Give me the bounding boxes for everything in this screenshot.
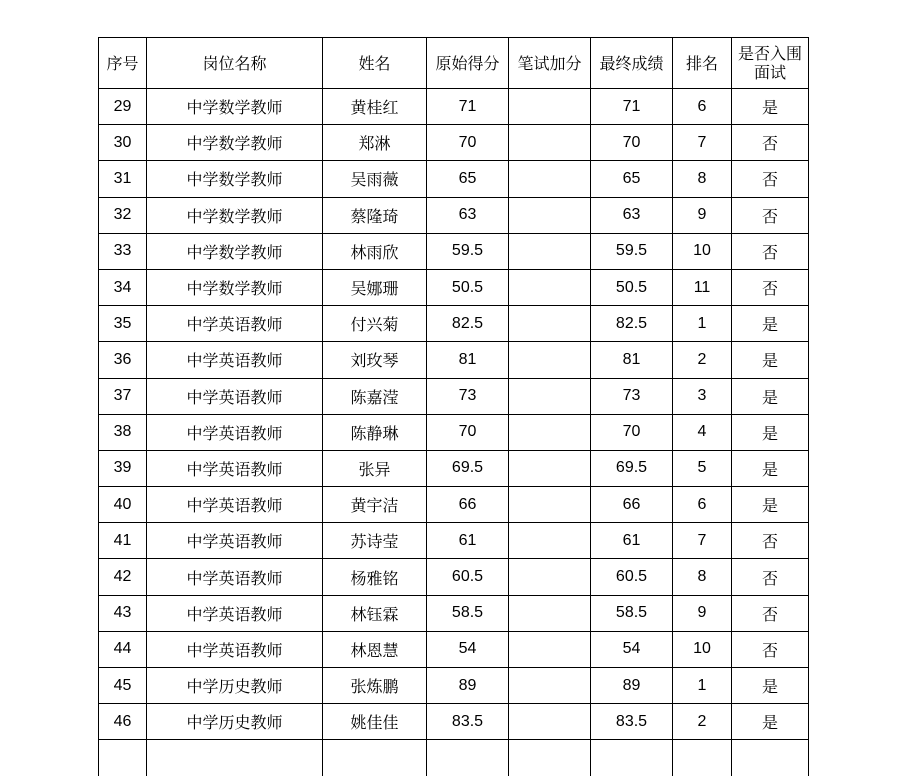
- cell-bonus: [509, 342, 591, 378]
- cell-raw-score: 60.5: [427, 559, 509, 595]
- cell-bonus: [509, 668, 591, 704]
- cell-name: 吴雨薇: [323, 161, 427, 197]
- cell-position: 中学数学教师: [147, 269, 323, 305]
- cell-name: 蔡隆琦: [323, 197, 427, 233]
- cell-shortlisted: 是: [732, 342, 809, 378]
- score-sheet: [98, 37, 809, 776]
- cell-final-score: 61: [591, 523, 673, 559]
- cell-bonus: [509, 89, 591, 125]
- table-row: [99, 704, 809, 740]
- column-header-number: 序号: [99, 38, 147, 89]
- cell-rank: 6: [673, 487, 732, 523]
- cell-name: 杨雅铭: [323, 559, 427, 595]
- cell-final-score: 58.5: [591, 595, 673, 631]
- cell-raw-score: 58.5: [427, 595, 509, 631]
- cell-rank: 7: [673, 125, 732, 161]
- cell-shortlisted: 是: [732, 378, 809, 414]
- cell-position: 中学英语教师: [147, 414, 323, 450]
- cell-bonus: [509, 233, 591, 269]
- cell-raw-score: 61: [427, 523, 509, 559]
- cell-name: 林恩慧: [323, 631, 427, 667]
- cell-name: 黄桂红: [323, 89, 427, 125]
- cell-name: 陈嘉滢: [323, 378, 427, 414]
- cell-shortlisted: 否: [732, 523, 809, 559]
- column-header-shortlisted: 是否入围面试: [732, 38, 809, 89]
- cell-number: 33: [99, 233, 147, 269]
- cell-rank: 2: [673, 342, 732, 378]
- table-body: [99, 89, 809, 776]
- cell-number: 30: [99, 125, 147, 161]
- cell-shortlisted: 否: [732, 269, 809, 305]
- cell-name: 黄宇洁: [323, 487, 427, 523]
- cell-name: 林钰霖: [323, 595, 427, 631]
- cell-raw-score: 89: [427, 668, 509, 704]
- cell-raw-score: 69.5: [427, 450, 509, 486]
- table-row: [99, 668, 809, 704]
- cell-name-partial: [323, 740, 427, 776]
- cell-raw-score: 70: [427, 125, 509, 161]
- cell-number: 35: [99, 306, 147, 342]
- cell-final-score: 69.5: [591, 450, 673, 486]
- table-row: [99, 125, 809, 161]
- cell-name: 苏诗莹: [323, 523, 427, 559]
- column-header-final-score: 最终成绩: [591, 38, 673, 89]
- cell-shortlisted-partial: [732, 740, 809, 776]
- cell-position-partial: [147, 740, 323, 776]
- table-row: [99, 161, 809, 197]
- cell-bonus: [509, 378, 591, 414]
- cell-number: 45: [99, 668, 147, 704]
- cell-number: 29: [99, 89, 147, 125]
- cell-bonus: [509, 487, 591, 523]
- cell-final-score: 73: [591, 378, 673, 414]
- table-row: [99, 306, 809, 342]
- cell-shortlisted: 是: [732, 668, 809, 704]
- cell-bonus: [509, 523, 591, 559]
- cell-name: 郑淋: [323, 125, 427, 161]
- cell-rank: 9: [673, 595, 732, 631]
- cell-bonus: [509, 559, 591, 595]
- cell-rank: 1: [673, 668, 732, 704]
- table-row: [99, 414, 809, 450]
- cell-final-score: 71: [591, 89, 673, 125]
- cell-bonus: [509, 161, 591, 197]
- cell-shortlisted: 否: [732, 631, 809, 667]
- cell-final-score: 54: [591, 631, 673, 667]
- cell-shortlisted: 是: [732, 306, 809, 342]
- cell-rank: 10: [673, 233, 732, 269]
- cell-shortlisted: 否: [732, 559, 809, 595]
- cell-position: 中学数学教师: [147, 197, 323, 233]
- table-row: [99, 523, 809, 559]
- column-header-name: 姓名: [323, 38, 427, 89]
- exam-results-table: [98, 37, 809, 776]
- cell-rank: 7: [673, 523, 732, 559]
- cell-bonus: [509, 125, 591, 161]
- cell-final-score: 70: [591, 125, 673, 161]
- cell-final-score: 81: [591, 342, 673, 378]
- cell-number: 37: [99, 378, 147, 414]
- cell-position: 中学英语教师: [147, 342, 323, 378]
- cell-final-score: 82.5: [591, 306, 673, 342]
- cell-number: 44: [99, 631, 147, 667]
- cell-raw-score: 50.5: [427, 269, 509, 305]
- table-row-partial: [99, 740, 809, 776]
- cell-name: 付兴菊: [323, 306, 427, 342]
- cell-rank: 10: [673, 631, 732, 667]
- cell-shortlisted: 是: [732, 89, 809, 125]
- cell-final-score: 65: [591, 161, 673, 197]
- cell-raw-score: 82.5: [427, 306, 509, 342]
- cell-shortlisted: 否: [732, 125, 809, 161]
- cell-raw-score: 81: [427, 342, 509, 378]
- cell-position: 中学英语教师: [147, 306, 323, 342]
- cell-position: 中学英语教师: [147, 523, 323, 559]
- column-header-position: 岗位名称: [147, 38, 323, 89]
- cell-bonus: [509, 450, 591, 486]
- cell-bonus: [509, 704, 591, 740]
- cell-rank: 3: [673, 378, 732, 414]
- cell-raw-score: 59.5: [427, 233, 509, 269]
- table-row: [99, 631, 809, 667]
- cell-shortlisted: 否: [732, 595, 809, 631]
- cell-shortlisted: 是: [732, 414, 809, 450]
- column-header-raw-score: 原始得分: [427, 38, 509, 89]
- cell-number: 40: [99, 487, 147, 523]
- cell-name: 林雨欣: [323, 233, 427, 269]
- cell-raw-score: 70: [427, 414, 509, 450]
- cell-shortlisted: 否: [732, 233, 809, 269]
- cell-position: 中学数学教师: [147, 125, 323, 161]
- cell-position: 中学数学教师: [147, 233, 323, 269]
- cell-final-score: 66: [591, 487, 673, 523]
- cell-final-score: 83.5: [591, 704, 673, 740]
- cell-final-score: 70: [591, 414, 673, 450]
- cell-bonus: [509, 595, 591, 631]
- cell-final-score: 63: [591, 197, 673, 233]
- table-row: [99, 378, 809, 414]
- table-row: [99, 595, 809, 631]
- cell-rank: 6: [673, 89, 732, 125]
- cell-number: 39: [99, 450, 147, 486]
- cell-shortlisted: 否: [732, 161, 809, 197]
- cell-number: 31: [99, 161, 147, 197]
- cell-bonus: [509, 631, 591, 667]
- cell-shortlisted: 否: [732, 197, 809, 233]
- table-row: [99, 450, 809, 486]
- cell-final-score: 60.5: [591, 559, 673, 595]
- cell-position: 中学数学教师: [147, 89, 323, 125]
- table-row: [99, 487, 809, 523]
- cell-number: 42: [99, 559, 147, 595]
- cell-position: 中学英语教师: [147, 450, 323, 486]
- cell-rank-partial: [673, 740, 732, 776]
- cell-rank: 4: [673, 414, 732, 450]
- cell-raw-score: 54: [427, 631, 509, 667]
- cell-rank: 9: [673, 197, 732, 233]
- column-header-rank: 排名: [673, 38, 732, 89]
- table-row: [99, 559, 809, 595]
- header-row: [99, 38, 809, 89]
- cell-name: 张异: [323, 450, 427, 486]
- cell-name: 刘玫琴: [323, 342, 427, 378]
- cell-final-score: 50.5: [591, 269, 673, 305]
- cell-position: 中学数学教师: [147, 161, 323, 197]
- cell-shortlisted: 是: [732, 450, 809, 486]
- cell-raw-score: 65: [427, 161, 509, 197]
- cell-bonus: [509, 197, 591, 233]
- cell-raw-score-partial: [427, 740, 509, 776]
- cell-rank: 11: [673, 269, 732, 305]
- cell-rank: 2: [673, 704, 732, 740]
- cell-position: 中学历史教师: [147, 704, 323, 740]
- cell-position: 中学英语教师: [147, 487, 323, 523]
- cell-bonus: [509, 269, 591, 305]
- table-row: [99, 269, 809, 305]
- cell-number: 38: [99, 414, 147, 450]
- cell-bonus: [509, 414, 591, 450]
- cell-final-score-partial: [591, 740, 673, 776]
- cell-position: 中学英语教师: [147, 378, 323, 414]
- cell-number: 34: [99, 269, 147, 305]
- cell-name: 陈静琳: [323, 414, 427, 450]
- cell-final-score: 59.5: [591, 233, 673, 269]
- cell-number-partial: [99, 740, 147, 776]
- cell-name: 姚佳佳: [323, 704, 427, 740]
- cell-bonus-partial: [509, 740, 591, 776]
- cell-number: 36: [99, 342, 147, 378]
- cell-name: 吴娜珊: [323, 269, 427, 305]
- cell-rank: 8: [673, 161, 732, 197]
- cell-raw-score: 63: [427, 197, 509, 233]
- table-row: [99, 342, 809, 378]
- column-header-bonus: 笔试加分: [509, 38, 591, 89]
- cell-final-score: 89: [591, 668, 673, 704]
- cell-number: 41: [99, 523, 147, 559]
- cell-bonus: [509, 306, 591, 342]
- cell-position: 中学英语教师: [147, 595, 323, 631]
- cell-rank: 1: [673, 306, 732, 342]
- table-row: [99, 197, 809, 233]
- cell-shortlisted: 是: [732, 487, 809, 523]
- cell-raw-score: 83.5: [427, 704, 509, 740]
- cell-rank: 8: [673, 559, 732, 595]
- cell-raw-score: 73: [427, 378, 509, 414]
- cell-rank: 5: [673, 450, 732, 486]
- cell-raw-score: 71: [427, 89, 509, 125]
- cell-name: 张炼鹏: [323, 668, 427, 704]
- cell-raw-score: 66: [427, 487, 509, 523]
- cell-number: 46: [99, 704, 147, 740]
- cell-number: 32: [99, 197, 147, 233]
- table-row: [99, 89, 809, 125]
- cell-shortlisted: 是: [732, 704, 809, 740]
- cell-position: 中学英语教师: [147, 559, 323, 595]
- cell-position: 中学历史教师: [147, 668, 323, 704]
- cell-number: 43: [99, 595, 147, 631]
- table-row: [99, 233, 809, 269]
- cell-position: 中学英语教师: [147, 631, 323, 667]
